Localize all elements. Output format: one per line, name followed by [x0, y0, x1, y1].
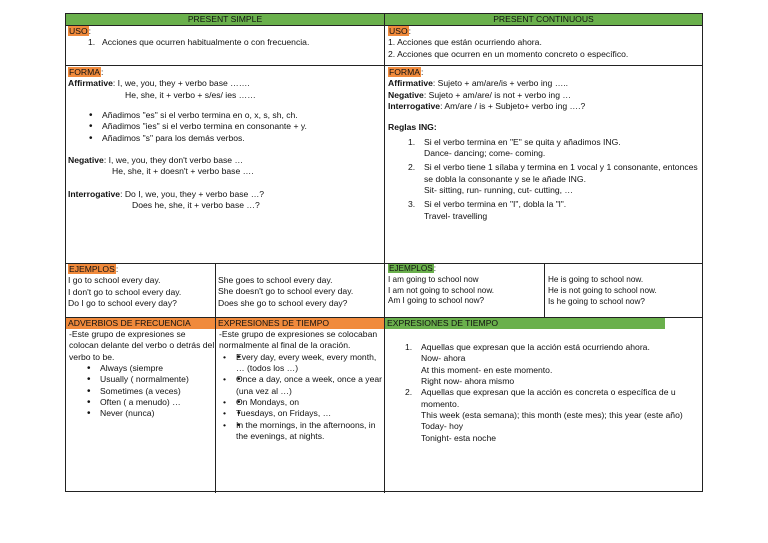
ps-ejemplo-she-int: Does she go to school every day? [218, 297, 348, 308]
ps-int-label: Interrogative [68, 188, 121, 199]
adverbios-intro: -Este grupo de expresiones se colocan delante del verbo o detrás del verbo to be. [69, 329, 215, 362]
right-inner-divider [544, 263, 545, 317]
expresiones-pc-cell [385, 318, 702, 492]
ps-rule-ies: • Añadimos "ies" si el verbo termina en consonante + y. [68, 121, 382, 132]
ps-aff-label: Affirmative [68, 78, 113, 89]
row-line-uso-left [66, 65, 384, 66]
expr-pc-item-2: 2. Aquellas que expresan que la acción es concreta o específica de u momento. [405, 387, 676, 409]
pc-uso-label: USO [389, 26, 408, 36]
expr-pc-today: Today- hoy [421, 421, 464, 432]
ps-aff-line2: He, she, it + verbo + s/es/ ies …… [125, 89, 256, 100]
ps-rule-s: • Añadimos "s" para los demás verbos. [68, 133, 382, 144]
expresiones-pc-title: EXPRESIONES DE TIEMPO [385, 318, 665, 329]
pc-reglas-title: Reglas ING: [388, 122, 437, 133]
adverbio-never: • Never (nunca) [66, 408, 215, 419]
ps-uso-cell: USO: 1. Acciones que ocurren habitualmente o con frecuencia. [69, 26, 310, 48]
pc-uso-line-1: 1. Acciones que están ocurriendo ahora. [388, 37, 542, 48]
pc-neg-label: Negative [388, 89, 424, 100]
ps-ejemplo-neg: I don't go to school every day. [68, 286, 182, 297]
expr-every-day: • • Every day, every week, every month, … (todos los …) [216, 352, 384, 375]
pc-forma-cell: FORMA: Affirmative: Sujeto + am/are/is + verbo ing ….. Negative: Sujeto + am/are/ is not + verbo ing … Interrogative: Am/are / is + Subjeto+ verbo ing ….? Reglas ING: 1. Si el verbo termina en "E" se quita y añadimos ING. Dance- dancing; come- coming. 2. Si el verbo tiene 1 sílaba y termina en 1 vocal y 1 consonante, entonces se dobla la consonante y se le añade ING. Sit- sitting, run- running, cut- cutting, … 3. Si el verbo termina en "I", dobla la "l". Travel- travelling [388, 67, 700, 262]
pc-forma-label: FORMA [389, 67, 421, 77]
pc-ejemplo-aff: I am going to school now [388, 274, 479, 284]
expresiones-ps-intro: -Este grupo de expresiones se colocaban normalmente al final de la oración. [219, 329, 378, 351]
ps-ejemplo-she-neg: She doesn't go to school every day. [218, 286, 354, 297]
expr-tuesdays: • • Tuesdays, on Fridays, … [216, 408, 384, 419]
expr-pc-right-now: Right now- ahora mismo [421, 376, 515, 387]
ps-ejemplo-aff: I go to school every day. [68, 275, 161, 286]
expr-pc-at-this-moment: At this moment- en este momento. [421, 364, 553, 375]
ps-neg-label: Negative [68, 155, 104, 166]
expr-once-a-day: • • Once a day, once a week, once a year (una vez al …) [216, 374, 384, 397]
ps-ejemplos-label: EJEMPLOS [69, 264, 115, 274]
expr-pc-now: Now- ahora [421, 353, 466, 364]
ps-neg-line1: : I, we, you, they don't verbo base … [103, 155, 244, 166]
pc-regla-1: 1. Si el verbo termina en "E" se quita y añadimos ING. [408, 136, 621, 147]
ps-forma-label: FORMA [69, 67, 101, 77]
pc-ejemplo-int: Am I going to school now? [388, 296, 485, 306]
pc-ejemplo-neg: I am not going to school now. [388, 285, 495, 295]
pc-aff-label: Affirmative [388, 78, 433, 89]
ps-rule-es: • Añadimos "es" si el verbo termina en o, x, s, sh, ch. [68, 110, 382, 121]
expr-pc-tonight: Tonight- esta noche [421, 432, 497, 443]
expresiones-ps-cell [216, 318, 384, 492]
ps-aff-line1: : I, we, you, they + verbo base ……. [112, 78, 250, 89]
pc-uso-cell: USO: 1. Acciones que están ocurriendo ahora. 2. Acciones que ocurren en un momento concreto o específico. [388, 26, 700, 64]
expr-pc-item-1: 1. Aquellas que expresan que la acción está ocurriendo ahora. [405, 342, 650, 352]
grammar-table [65, 13, 703, 492]
ps-int-line1: : Do I, we, you, they + verbo base …? [120, 188, 265, 199]
pc-ejemplo-he-int: Is he going to school now? [548, 296, 645, 306]
pc-uso-line-2: 2. Acciones que ocurren en un momento concreto o específico. [388, 48, 629, 59]
ps-forma-cell: FORMA: Affirmative: I, we, you, they + verbo base ……. He, she, it + verbo + s/es/ ies …… • Añadimos "es" si el verbo termina en o, x, s, sh, ch. • Añadimos "ies" si el verbo termina en consonante + y. • Añadimos "s" para los demás verbos. Negative: I, we, you, they don't verbo base … He, she, it + doesn't + verbo base …. Interrogative: Do I, we, you, they + verbo base …? Does he, she, it + verbo base …? [68, 67, 382, 262]
ps-uso-item: Acciones que ocurren habitualmente o con frecuencia. [102, 37, 310, 48]
ps-ejemplo-she-aff: She goes to school every day. [218, 275, 333, 285]
expr-pc-this-week: This week (esta semana); this month (este mes); this year (este año) [421, 410, 683, 421]
ps-int-line2: Does he, she, it + verbo base …? [132, 200, 260, 211]
pc-ejemplos-right [548, 264, 700, 316]
ps-ejemplos-right [218, 264, 383, 316]
row-line-uso-right [385, 65, 703, 66]
ps-ejemplos-left: EJEMPLOS: I go to school every day. I don't go to school every day. Do I go to school every day? [68, 264, 214, 316]
expr-in-the-mornings: • • In the mornings, in the afternoons, in the evenings, at nights. [216, 420, 384, 443]
pc-ejemplo-he-aff: He is going to school now. [548, 275, 644, 284]
pc-int-text: : Am/are / is + Subjeto+ verbo ing ….? [440, 101, 586, 112]
pc-int-label: Interrogative [388, 101, 441, 112]
pc-regla-3-example: Travel- travelling [424, 210, 488, 221]
pc-regla-3: 3. Si el verbo termina en "I", dobla la "l". [408, 199, 567, 210]
present-simple-header: PRESENT SIMPLE [66, 14, 384, 25]
present-continuous-header: PRESENT CONTINUOUS [385, 14, 702, 25]
adverbios-cell [66, 318, 215, 492]
pc-aff-text: : Sujeto + am/are/is + verbo ing ….. [432, 78, 569, 89]
pc-regla-2: 2. Si el verbo tiene 1 sílaba y termina en 1 vocal y 1 consonante, entonces se dobla la consonante y se le añade ING. [408, 162, 698, 184]
adverbio-sometimes: • Sometimes (a veces) [66, 386, 215, 397]
pc-ejemplos-label: EJEMPLOS [389, 264, 433, 273]
expr-on-mondays: • • On Mondays, on [216, 397, 384, 408]
adverbios-title: ADVERBIOS DE FRECUENCIA [66, 318, 215, 329]
ps-neg-line2: He, she, it + doesn't + verbo base …. [112, 166, 254, 177]
pc-regla-1-example: Dance- dancing; come- coming. [424, 148, 546, 159]
pc-regla-2-example: Sit- sitting, run- running, cut- cutting, … [424, 185, 574, 196]
adverbio-usually: • Usually ( normalmente) [66, 374, 215, 385]
expresiones-ps-title: EXPRESIONES DE TIEMPO [216, 318, 384, 329]
ps-uso-label: USO [69, 26, 88, 36]
pc-ejemplo-he-neg: He is not going to school now. [548, 285, 657, 295]
adverbio-often: • Often ( a menudo) … [66, 397, 215, 408]
ps-ejemplo-int: Do I go to school every day? [68, 298, 177, 309]
pc-ejemplos-left: EJEMPLOS: I am going to school now I am not going to school now. Am I going to school now? [388, 264, 542, 316]
pc-neg-text: : Sujeto + am/are/ is not + verbo ing … [423, 89, 571, 100]
adverbio-always: • Always (siempre [66, 363, 215, 374]
